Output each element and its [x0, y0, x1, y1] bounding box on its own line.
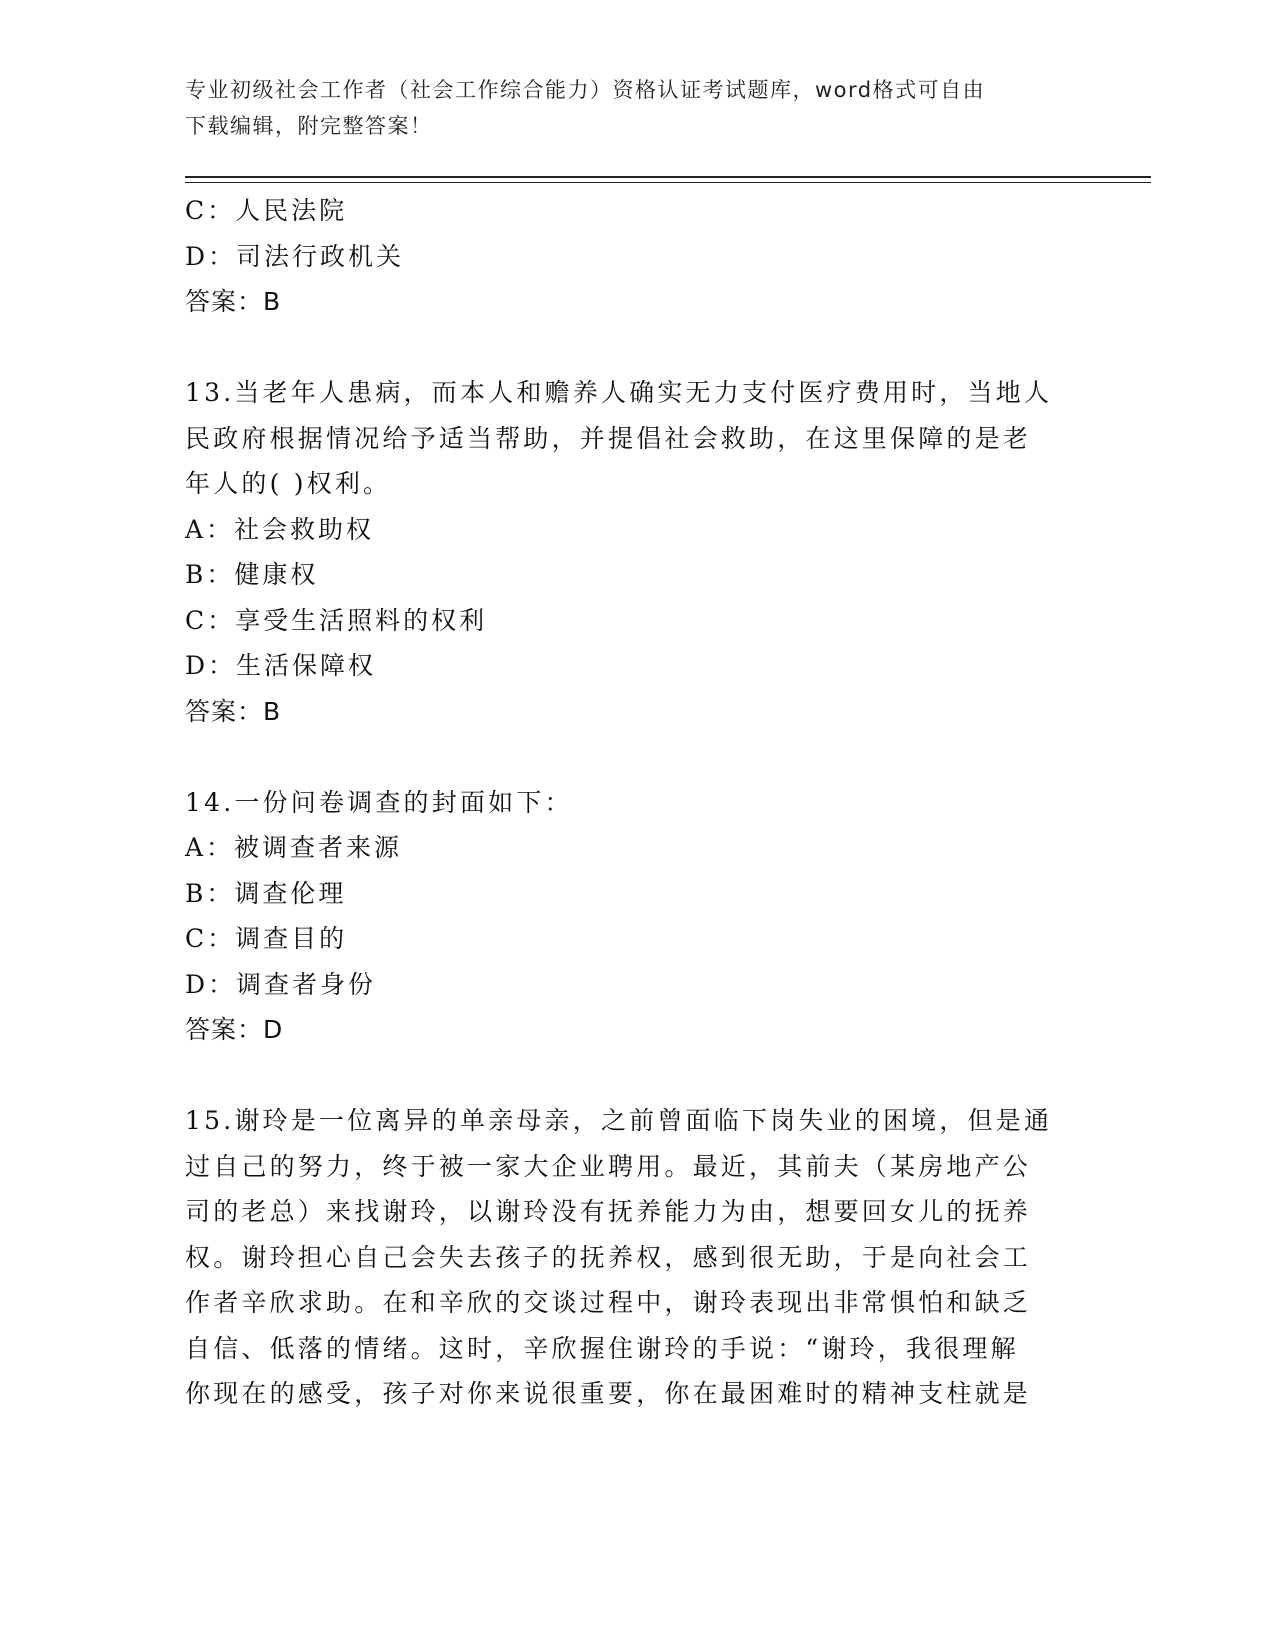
option-d: D：调查者身份 — [185, 969, 377, 999]
question-stem-line: 权。谢玲担心自己会失去孩子的抚养权，感到很无助，于是向社会工 — [185, 1242, 1032, 1272]
option-d: D：生活保障权 — [185, 651, 377, 680]
option-c: C：享受生活照料的权利 — [185, 605, 488, 635]
question-12-tail — [185, 188, 1065, 325]
header-line-1: 专业初级社会工作者（社会工作综合能力）资格认证考试题库，word格式可自由 — [185, 78, 986, 102]
question-content — [185, 188, 1065, 1417]
spacer — [185, 1053, 1065, 1099]
option-a: A：被调查者来源 — [185, 833, 403, 862]
spacer — [185, 325, 1065, 371]
option-d: D：司法行政机关 — [185, 241, 405, 271]
question-stem-line: 司的老总）来找谢玲，以谢玲没有抚养能力为由，想要回女儿的抚养 — [185, 1197, 1032, 1226]
option-b: B：调查伦理 — [185, 878, 347, 908]
header-rule-thick — [185, 176, 1151, 178]
question-stem-line: 作者辛欣求助。在和辛欣的交谈过程中，谢玲表现出非常惧怕和缺乏 — [185, 1288, 1032, 1317]
option-c: C：人民法院 — [185, 196, 348, 225]
question-13 — [185, 370, 1065, 734]
question-stem-line: 自信、低落的情绪。这时，辛欣握住谢玲的手说：“谢玲，我很理解 — [185, 1333, 1019, 1363]
question-stem-line: 14.一份问卷调查的封面如下： — [185, 787, 573, 817]
answer-line: 答案：D — [185, 1015, 284, 1044]
document-header — [185, 72, 1085, 144]
header-line-2: 下载编辑，附完整答案！ — [185, 114, 433, 138]
header-rule-thin — [185, 182, 1151, 183]
question-stem-line: 年人的( )权利。 — [185, 469, 392, 498]
question-15 — [185, 1098, 1065, 1417]
question-stem-line: 13.当老年人患病，而本人和赡养人确实无力支付医疗费用时，当地人 — [185, 378, 1053, 407]
answer-line: 答案：B — [185, 696, 282, 726]
question-stem-line: 你现在的感受，孩子对你来说很重要，你在最困难时的精神支柱就是 — [185, 1379, 1032, 1408]
option-b: B：健康权 — [185, 560, 319, 589]
question-stem-line: 15.谢玲是一位离异的单亲母亲，之前曾面临下岗失业的困境，但是通 — [185, 1106, 1053, 1135]
option-a: A：社会救助权 — [185, 514, 375, 544]
question-stem-line: 民政府根据情况给予适当帮助，并提倡社会救助，在这里保障的是老 — [185, 423, 1032, 453]
question-14 — [185, 780, 1065, 1053]
spacer — [185, 734, 1065, 780]
option-c: C：调查目的 — [185, 924, 348, 953]
question-stem-line: 过自己的努力，终于被一家大企业聘用。最近，其前夫（某房地产公 — [185, 1151, 1032, 1181]
answer-line: 答案：B — [185, 287, 282, 316]
